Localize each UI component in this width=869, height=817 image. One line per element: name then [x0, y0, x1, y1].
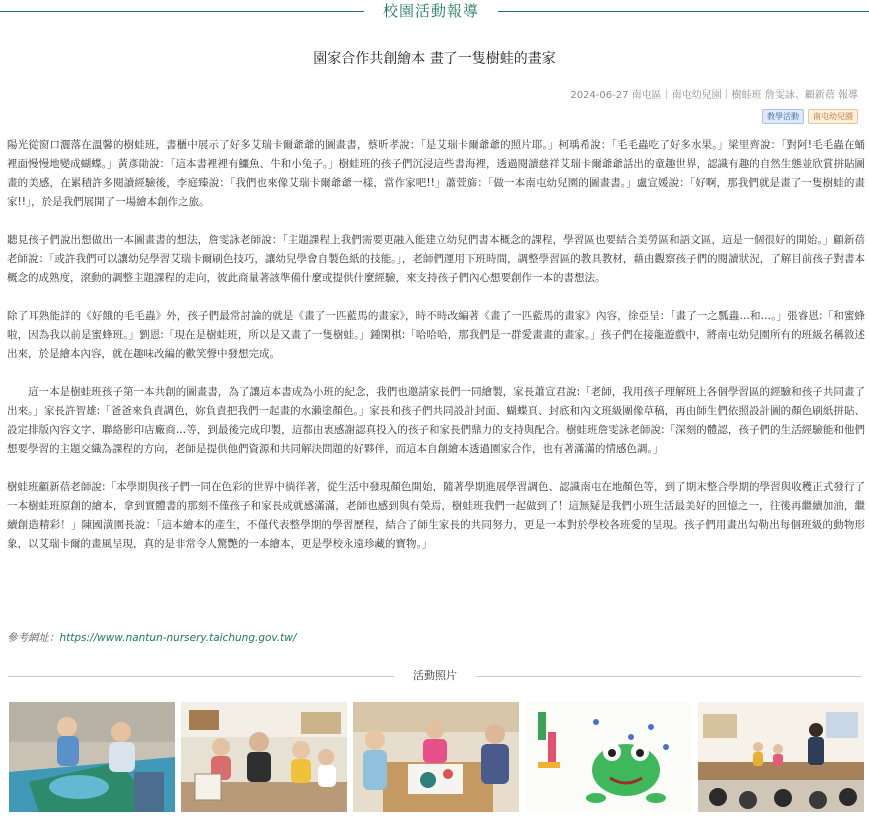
children-painting-table-photo[interactable] — [353, 702, 519, 812]
section-title: 校園活動報導 — [382, 2, 479, 20]
article-paragraph: 樹蛙班顧新蓓老師說:「本學期與孩子們一同在色彩的世界中徜徉著，從生活中發現顏色開始，隨著學期進展學習調色、認識南屯在地顏色等，到了期末整合學期的學習與收穫正式發行了一本樹蛙班原創的繪本，拿到實體書的那刻不僅孩子和家長成就感滿滿，老師也感到與有榮焉，樹蛙班我們一起做到了！這無疑是我們小班生活最美好的回憶之一，往後再繼續加油，繼續創造精彩！」陳國潢園長說：「這本繪本的產生，不僅代表整學期的學習歷程，結合了師生家長的共同努力，更是一本對於學校各班愛的呈現。孩子們用畫出勾勒出每個班級的動物形象，以艾瑞卡爾的畫風呈現，真的是非常令人驚艷的一本繪本，更是學校永遠珍藏的寶物。」 — [7, 481, 865, 550]
section-header — [0, 0, 869, 22]
photos-header — [0, 666, 869, 686]
article-paragraph: 聽見孩子們說出想做出一本圖畫書的想法，詹雯詠老師說：「主題課程上我們需要更融入能建立幼兒們書本概念的課程，學習區也要結合美勞區和語文區，這是一個很好的開始。」顧新蓓老師說：「或許我們可以讓幼兒學習艾瑞卡爾刷色技巧，讓幼兒學會自製色紙的技能。」，老師們運用下班時間，調整學習區的教具教材，藉由觀察孩子們的閱讀狀況，了解目前孩子對書本概念的成熟度，滾動的調整主題課程的走向，彼此商量著該準備什麼或提供什麼經驗，來支持孩子們內心想要創作一本的書想法。 — [7, 234, 865, 284]
article-body — [7, 136, 865, 573]
article-tags — [762, 109, 858, 124]
photos-title: 活動照片 — [413, 669, 457, 682]
reference-link[interactable]: https://www.nantun-nursery.taichung.gov.tw/ — [59, 632, 297, 644]
tag-teaching-activity[interactable]: 教學活動 — [762, 109, 804, 124]
article-paragraph: 除了耳熟能詳的《好餓的毛毛蟲》外，孩子們最常討論的就是《畫了一匹藍馬的畫家》，時不時改編著《畫了一匹藍馬的畫家》內容，徐亞呈：「畫了一之瓢蟲…和…。」張睿恩:「和蜜蜂啦，因為我以前是蜜蜂班。」劉恩:「現在是樹蛙班，所以是又畫了一隻樹蛙。」鍾閑棋:「哈哈哈，那我們是一群愛畫畫的畫家。」孩子們在接龍遊戲中，將南屯幼兒園所有的班級名稱敘述出來，於是繪本內容，就在趣味改編的歡笑聲中發想完成。 — [7, 310, 865, 360]
classroom-group-photo[interactable] — [181, 702, 347, 812]
reference-label: 參考網址： — [7, 632, 60, 644]
article-paragraph: 陽光從窗口灑落在溫馨的樹蛙班，書櫃中展示了好多艾瑞卡爾爺爺的圖畫書，蔡昕孝說：「是艾瑞卡爾爺爺的照片耶。」柯瑀希說：「毛毛蟲吃了好多水果。」梁里齊說：「對阿!毛毛蟲在蛹裡面慢慢地變成蝴蝶。」黃彥勛說：「這本書裡裡有鱷魚、牛和小兔子。」樹蛙班的孩子們沉浸這些書海裡，透過閱讀慈祥艾瑞卡爾爺爺話出的童趣世界，認識有趣的自然生態並欣賞拼貼圖畫的美感，在累積許多閱讀經驗後，李庭臻說：「我們也來像艾瑞卡爾爺爺一樣，當作家吧!!」蕭萱旆：「做一本南屯幼兒園的圖畫書。」盧宣媛說：「好啊，那我們就是畫了一隻樹蛙的畫家!!」，於是我們展開了一場繪本創作之旅。 — [7, 139, 865, 208]
children-painting-floor-photo[interactable] — [9, 702, 175, 812]
photos-header-left-rule — [8, 676, 394, 677]
frog-drawing-cover-photo[interactable] — [526, 702, 692, 812]
article-paragraph: 這一本是樹蛙班孩子第一本共創的圖畫書，為了讓這本書成為小班的紀念，我們也邀請家長們一同繪製，家長蕭宣君說:「老師，我用孩子理解班上各個學習區的經驗和孩子共同畫了出來。」家長許智雄:「爸爸來負責調色，妳負責把我們一起畫的水瀨塗顏色。」家長和孩子們共同設計封面、蝴蝶頁、封底和內文班級團像草稿，再由師生們依照設計圖的顏色刷紙拼貼、設定排版內容文字、聯絡影印店廠商…等，到最後完成印製，這都由衷感謝認真投入的孩子和家長們鼎力的支持與配合。樹蛙班詹雯詠老師說:「深刻的體認，孩子們的生活經驗能和他們想要學習的主題交織為課程的方向，老師是提供他們資源和共同解決問題的好夥伴，而這本自創繪本透過園家合作，也有著滿滿的情感色調。」 — [7, 386, 865, 455]
section-header-right-rule — [498, 11, 869, 12]
photos-header-right-rule — [476, 676, 862, 677]
section-header-left-rule — [0, 11, 364, 12]
tag-kindergarten[interactable]: 南屯幼兒園 — [808, 109, 858, 124]
reference-line — [7, 629, 296, 648]
article-meta: 2024-06-27 南屯區｜南屯幼兒園｜樹蛙班 詹雯詠、顧新蓓 報導 — [570, 90, 858, 101]
stage-performance-photo[interactable] — [698, 702, 864, 812]
article-title: 園家合作共創繪本 畫了一隻樹蛙的畫家 — [313, 51, 556, 67]
